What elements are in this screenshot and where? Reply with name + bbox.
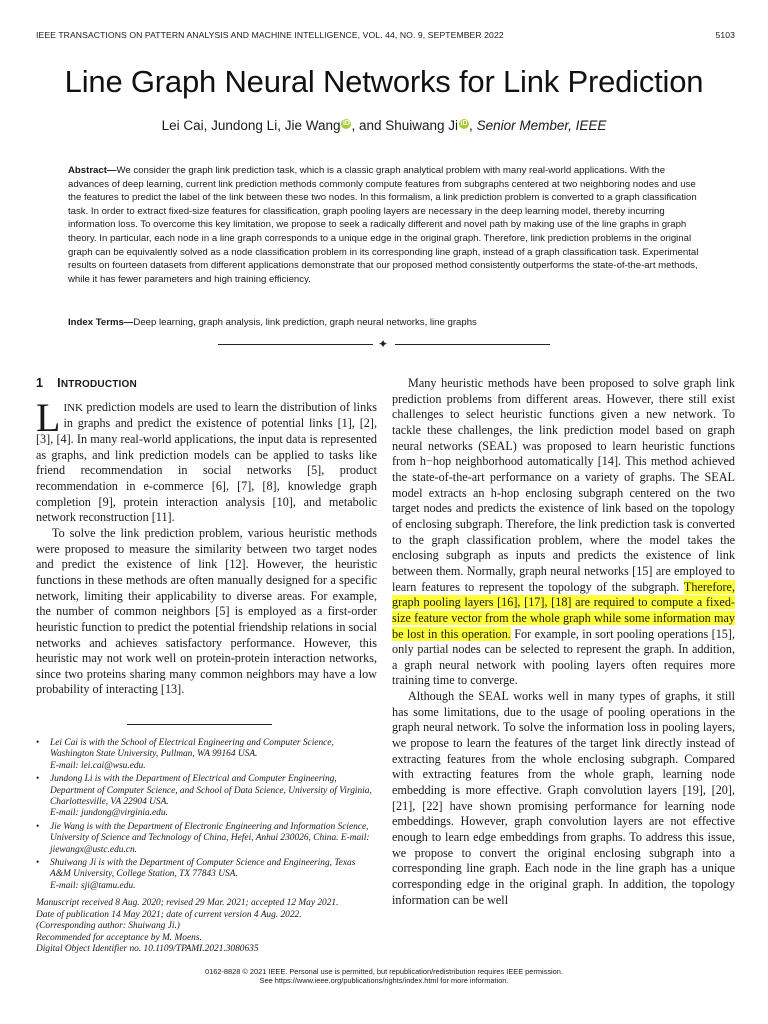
author-last: , and Shuiwang Ji [351,118,459,133]
divider-line [218,344,373,345]
journal-name: IEEE TRANSACTIONS ON PATTERN ANALYSIS AND MACHINE INTELLIGENCE, VOL. 44, NO. 9, SEPTEMBER 2022 [36,30,504,40]
index-terms [68,317,708,328]
copyright-line: See https://www.ieee.org/publications/rights/index.html for more information. [259,976,509,985]
drop-cap: L [36,394,61,440]
manuscript-line: (Corresponding author: Shuiwang Ji.) [36,921,180,932]
affiliation-text: Lei Cai is with the School of Electrical Engineering and Computer Science, Washington State University, Pullman, WA 99164 USA. [50,738,334,760]
section-divider [218,337,550,351]
author-membership: Senior Member, IEEE [476,118,607,133]
section-title-rest: NTRODUCTION [60,379,137,390]
manuscript-line: Manuscript received 8 Aug. 2020; revised 29 Mar. 2021; accepted 12 May 2021. [36,898,339,909]
copyright-line: 0162-8828 © 2021 IEEE. Personal use is permitted, but republication/redistribution requires IEEE permission. [205,967,563,976]
first-word-rest: INK [63,401,83,414]
paragraph-text: prediction models are used to learn the distribution of links in graphs and predict the existence of potential links [1], [2], [3], [4]. In many real-world applications, the input data is represented as graphs, and link prediction models can be applied to tasks like friend recommendation in social networks [5], product recommendation in e-commerce [6], [7], [8], knowledge graph completion [9], protein interaction analysis [10], and metabolic network reconstruction [11]. [36,399,377,525]
section-heading [36,376,377,393]
abstract [68,164,704,286]
abstract-label: Abstract— [68,165,117,176]
affiliation-text: Shuiwang Ji is with the Department of Computer Science and Engineering, Texas A&M University, College Station, TX 77843 USA. [50,858,356,880]
affiliation-list [36,738,377,892]
affiliation-email: E-mail: sji@tamu.edu. [50,880,136,891]
paragraph [392,376,735,689]
diamond-star-icon: ✦ [378,337,389,351]
left-column [36,376,377,698]
manuscript-line: Recommended for acceptance by M. Moens. [36,932,202,943]
affiliation-email: E-mail: jundong@virginia.edu. [50,808,168,819]
divider-line [395,344,550,345]
right-column [392,376,735,908]
paragraph: To solve the link prediction problem, various heuristic methods were proposed to measure the similarity between two target nodes and predict the existence of link [12]. However, the heuristic functions in these methods are often manually designed for a specific network, limiting their applicability to diverse areas. For example, the number of common neighbors [5] is employed as a first-order heuristic function to predict the potential friendship relations in social networks and achieves satisfactory performance. However, this heuristic may not work well on protein-protein interaction networks, since two proteins sharing many common neighbors may have a low probability of interacting [13]. [36,525,377,697]
orcid-icon[interactable]: iD [460,119,468,127]
paragraph: Although the SEAL works well in many types of graphs, it still has some limitations, due to the usage of pooling operations in the graph neural network. To solve the information loss in pooling layers, we propose to learn the features of the target link directly instead of extracting features from the whole enclosing subgraph. Compared with extracting features from the whole graph, learning node embedding is more effective. Graph convolution layers [19], [20], [21], [22] have shown promising performance for learning node embeddings. However, graph convolution layers are not effective enough to learn edge embeddings from graphs. To address this issue, we propose to convert the original enclosing subgraph into a corresponding line graph. Each node in the line graph has a unique corresponding edge in the original graph. In addition, the topology information can be well [392,689,735,907]
manuscript-line: Digital Object Identifier no. 10.1109/TPAMI.2021.3080635 [36,943,259,954]
paragraph-text: Many heuristic methods have been proposed to solve graph link prediction problems from different areas. However, there still exist challenges to select heuristic functions given a new network. To tackle these challenges, the link prediction model based on graph neural networks (SEAL) was proposed to learn heuristic functions from h−hop neighborhood automatically [14]. This method achieved the state-of-the-art performance on a variety of graphs. The SEAL model extracts an h-hop enclosing subgraph centered on the two target nodes and predicts the existence of link based on the topology of enclosing subgraph. Therefore, the link prediction task is converted to the graph classification problem, where the model takes the enclosing subgraph as inputs and predicts the existence of link between them. Normally, graph neural networks [15] are employed to learn features to represent the topology of the subgraph. [392,376,735,594]
affiliation-item [36,774,377,820]
affiliation-item [36,738,377,772]
running-header [36,30,735,40]
abstract-text: We consider the graph link prediction task, which is a classic graph analytical problem with many real-world applications. With the advances of deep learning, current link prediction methods commonly compute features from subgraphs centered at two neighboring nodes and use the features to predict the label of the link between these two nodes. In this formalism, a link prediction problem is converted to a graph classification task. In order to extract fixed-size features for classification, graph pooling layers are necessary in the deep learning model, thereby incurring information loss. To overcome this key limitation, we propose to seek a radically different and novel path by making use of the line graphs in graph theory. In particular, each node in a line graph corresponds to a unique edge in the original graph. Therefore, link prediction problems in the original graph can be equivalently solved as a node classification problem in its corresponding line graph, instead of a graph classification task. Experimental results on fourteen datasets from different applications demonstrate that our proposed method consistently outperforms the state-of-the-art methods, while it has fewer parameters and high training efficiency. [68,165,699,285]
affiliation-text: Jundong Li is with the Department of Electrical and Computer Engineering, Department of Computer Science, and School of Data Science, University of Virginia, Charlottesville, VA 22904 USA. [50,774,372,808]
highlighted-text[interactable]: Therefore, graph pooling layers [16], [17], [18] are required to compute a fixed-size feature vector from the whole graph while some information may be lost in this operation. [392,579,736,641]
copyright-notice [0,967,768,985]
page-number: 5103 [715,30,735,40]
manuscript-line: Date of publication 14 May 2021; date of current version 4 Aug. 2022. [36,909,302,920]
paper-title: Line Graph Neural Networks for Link Prediction [64,64,704,99]
affiliation-item [36,858,377,892]
section-title-initial: I [57,376,61,390]
affiliation-email: E-mail: lei.cai@wsu.edu. [50,760,146,771]
author-names: Lei Cai, Jundong Li, Jie Wang [161,118,341,133]
affiliation-text: Jie Wang is with the Department of Electronic Engineering and Information Science, University of Science and Technology of China, Hefei, Anhui 230026, China. E-mail: jiewangx@ustc.edu.cn. [50,821,370,855]
index-terms-text: Deep learning, graph analysis, link prediction, graph neural networks, line graphs [133,317,477,328]
author-line: Lei Cai, Jundong Li, Jie Wang iD , and Shuiwang Ji iD , Senior Member, IEEE [161,118,607,133]
section-number: 1 [36,376,44,390]
footnote-separator [127,724,272,725]
paragraph [36,394,377,526]
paragraph-text: For example, in sort pooling operations [15], only partial nodes can be selected to represent the graph. In addition, a graph neural network with pooling layers often requires more training time to converge. [392,626,736,688]
orcid-icon[interactable]: iD [342,119,350,127]
manuscript-info [36,898,377,955]
footnotes [36,738,377,955]
affiliation-item [36,822,377,856]
index-terms-label: Index Terms— [68,317,134,328]
